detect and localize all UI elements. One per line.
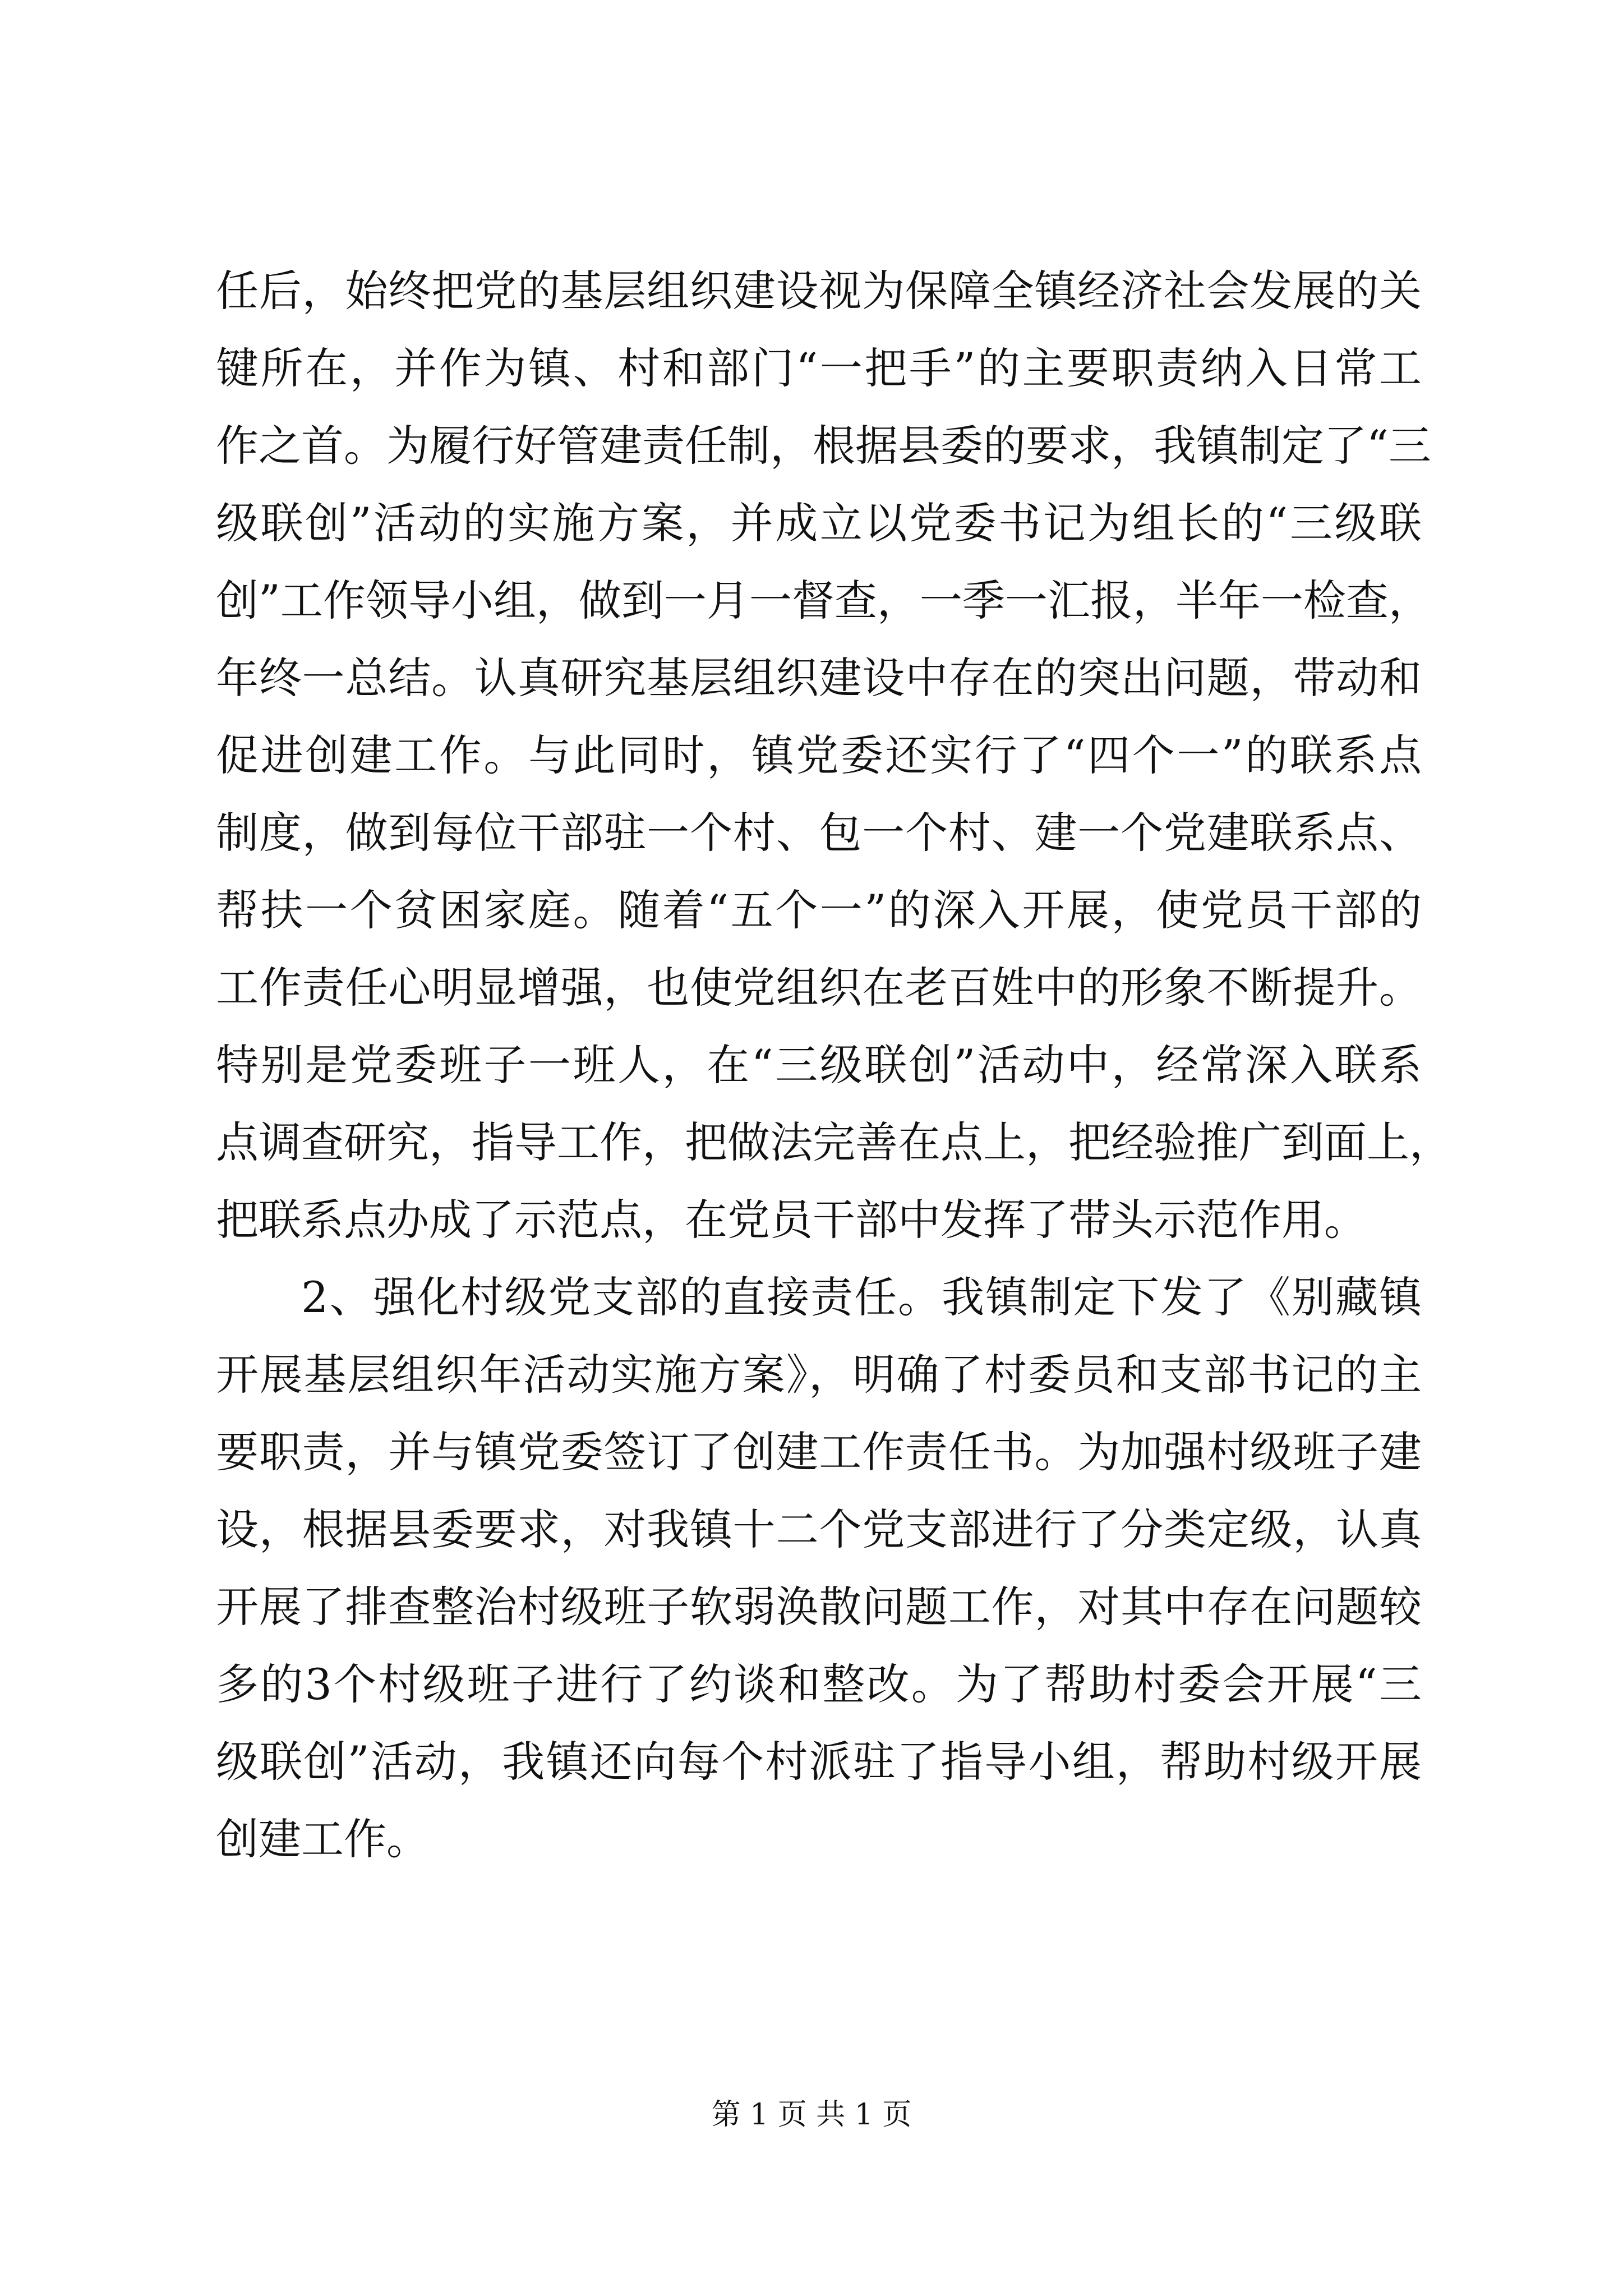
text-line: 开展了排查整治村级班子软弱涣散问题工作，对其中存在问题较 xyxy=(216,1582,1422,1632)
text-line: 创”工作领导小组，做到一月一督查，一季一汇报，半年一检查， xyxy=(216,576,1431,625)
text-line: 把联系点办成了示范点，在党员干部中发挥了带头示范作用。 xyxy=(216,1195,1367,1245)
text-line: 要职责，并与镇党委签订了创建工作责任书。为加强村级班子建 xyxy=(216,1427,1422,1477)
text-line: 促进创建工作。与此同时，镇党委还实行了“四个一”的联系点 xyxy=(216,730,1422,780)
text-line: 创建工作。 xyxy=(216,1814,429,1864)
text-line: 作之首。为履行好管建责任制，根据县委的要求，我镇制定了“三 xyxy=(216,421,1431,471)
text-line: 帮扶一个贫困家庭。随着“五个一”的深入开展，使党员干部的 xyxy=(216,885,1422,935)
page-number: 第 1 页 共 1 页 xyxy=(711,2098,912,2132)
text-line: 级联创”活动，我镇还向每个村派驻了指导小组，帮助村级开展 xyxy=(216,1737,1422,1787)
text-line: 特别是党委班子一班人，在“三级联创”活动中，经常深入联系 xyxy=(216,1040,1422,1090)
text-line: 级联创”活动的实施方案，并成立以党委书记为组长的“三级联 xyxy=(216,498,1422,548)
text-line: 年终一总结。认真研究基层组织建设中存在的突出问题，带动和 xyxy=(216,653,1422,703)
body-text xyxy=(216,252,1452,1878)
paragraph-1 xyxy=(216,252,1452,1259)
text-line: 制度，做到每位干部驻一个村、包一个村、建一个党建联系点、 xyxy=(216,808,1422,858)
text-line: 多的3个村级班子进行了约谈和整改。为了帮助村委会开展“三 xyxy=(216,1659,1422,1709)
text-line: 2、强化村级党支部的直接责任。我镇制定下发了《别藏镇 xyxy=(301,1272,1422,1322)
text-line: 点调查研究，指导工作，把做法完善在点上，把经验推广到面上， xyxy=(216,1117,1452,1167)
text-line: 开展基层组织年活动实施方案》，明确了村委员和支部书记的主 xyxy=(216,1350,1422,1400)
text-line: 任后，始终把党的基层组织建设视为保障全镇经济社会发展的关 xyxy=(216,266,1422,316)
text-line: 工作责任心明显增强，也使党组织在老百姓中的形象不断提升。 xyxy=(216,963,1422,1013)
page-footer xyxy=(0,2095,1623,2134)
text-line: 键所在，并作为镇、村和部门“一把手”的主要职责纳入日常工 xyxy=(216,343,1422,393)
text-line: 设，根据县委要求，对我镇十二个党支部进行了分类定级，认真 xyxy=(216,1504,1422,1554)
paragraph-2 xyxy=(216,1259,1422,1878)
